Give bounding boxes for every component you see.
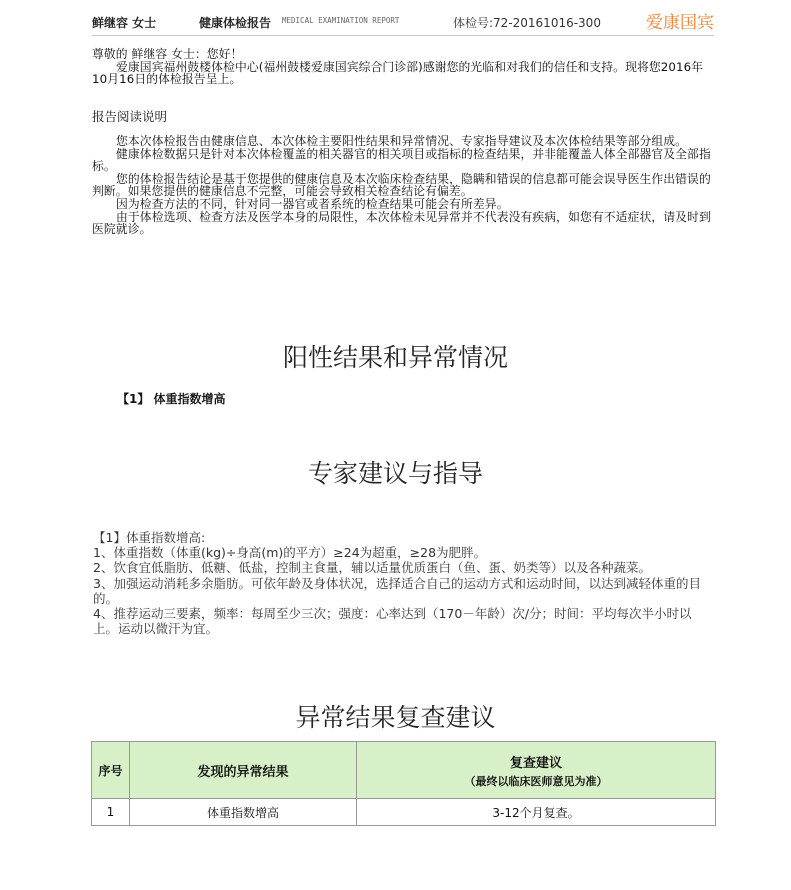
report-title-en: MEDICAL EXAMINATION REPORT — [282, 16, 400, 25]
col-header-advice-label: 复查建议 — [509, 755, 562, 771]
review-heading: 异常结果复查建议 — [295, 703, 496, 732]
guide-paragraph: 由于体检选项、检查方法及医学本身的局限性，本次体检未见异常并不代表没有疾病，如您有不适症状，请及时到医院就诊。 — [92, 209, 711, 237]
report-number: 体检号:72-20161016-300 — [453, 16, 601, 30]
advice-line: 【1】体重指数增高: — [93, 530, 206, 545]
col-header-no — [92, 742, 130, 799]
guide-paragraph: 因为检查方法的不同，针对同一器官或者系统的检查结果可能会有所差异。 — [116, 196, 509, 211]
greeting-body: 爱康国宾福州鼓楼体检中心(福州鼓楼爱康国宾综合门诊部)感谢您的光临和对我们的信任和支持。现将您2016年10月16日的体检报告呈上。 — [92, 59, 704, 87]
expert-advice — [93, 530, 713, 636]
patient-name: 鲜继容 女士 — [92, 16, 157, 30]
report-title: 健康体检报告 — [199, 16, 272, 30]
review-table — [91, 741, 716, 826]
col-header-finding-label: 发现的异常结果 — [197, 764, 289, 780]
brand-logo: 爱康国宾 — [646, 13, 714, 33]
greeting-salutation: 尊敬的 鲜继容 女士：您好！ — [92, 47, 243, 61]
table-row — [92, 799, 716, 826]
cell-advice: 3-12个月复查。 — [357, 799, 716, 826]
cell-no: 1 — [92, 799, 130, 826]
greeting — [92, 48, 714, 86]
advice-line: 3、加强运动消耗多余脂肪。可依年龄及身体状况，选择适合自己的运动方式和运动时间，以达到减轻体重的目的。 — [93, 575, 701, 606]
guide-paragraph: 您本次体检报告由健康信息、本次体检主要阳性结果和异常情况、专家指导建议及本次体检结果等部分组成。 — [116, 134, 688, 148]
advice-line: 1、体重指数（体重(kg)÷身高(m)的平方）≥24为超重，≥28为肥胖。 — [93, 545, 487, 561]
col-header-no-label: 序号 — [98, 763, 123, 778]
col-header-advice-note: （最终以临床医师意见为准） — [464, 774, 608, 788]
page-header — [92, 8, 714, 36]
positive-result-item: 【1】 体重指数增高 — [117, 392, 226, 406]
reading-guide-title: 报告阅读说明 — [92, 109, 168, 124]
col-header-advice — [357, 742, 716, 799]
guide-paragraph: 您的体检报告结论是基于您提供的健康信息及本次临床检查结果，隐瞒和错误的信息都可能会误导医生作出错误的判断。如果您提供的健康信息不完整，可能会导致相关检查结论有偏差。 — [92, 171, 711, 199]
positive-results-heading: 阳性结果和异常情况 — [282, 343, 508, 372]
advice-line: 2、饮食宜低脂肪、低糖、低盐，控制主食量，辅以适量优质蛋白（鱼、蛋、奶类等）以及各种蔬菜。 — [93, 560, 651, 576]
col-header-finding — [130, 742, 357, 799]
reading-guide — [92, 135, 714, 236]
guide-paragraph: 健康体检数据只是针对本次体检覆盖的相关器官的相关项目或指标的检查结果，并非能覆盖人体全部器官及全部指标。 — [92, 146, 711, 174]
expert-advice-heading: 专家建议与指导 — [307, 459, 483, 488]
advice-line: 4、推荐运动三要素，频率：每周至少三次；强度：心率达到（170－年龄）次/分；时间：平均每次半小时以上。运动以微汗为宜。 — [93, 606, 692, 637]
table-header-row — [92, 742, 716, 799]
cell-finding: 体重指数增高 — [130, 799, 357, 826]
